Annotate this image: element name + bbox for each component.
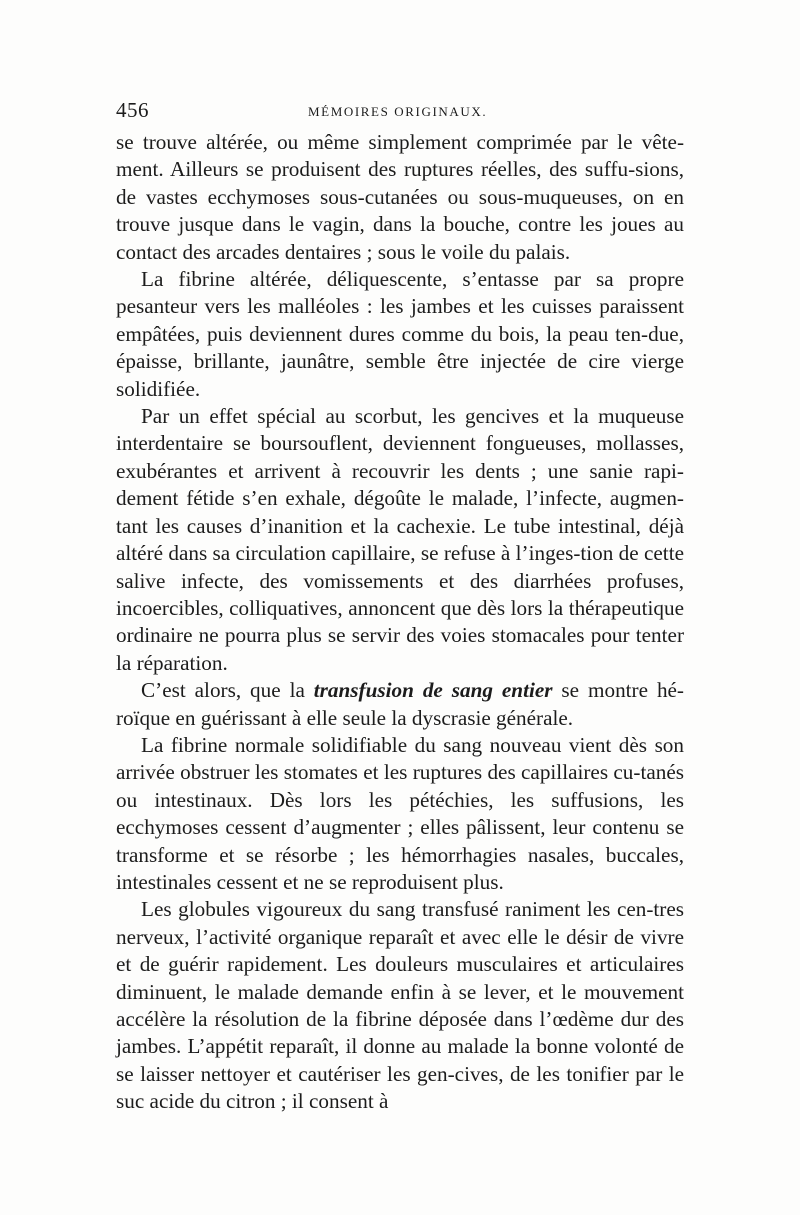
running-head: MÉMOIRES ORIGINAUX. <box>308 104 488 119</box>
paragraph-4-text-after: se montre hé-roïque en guérissant à elle seule la dyscrasie générale. <box>116 678 684 730</box>
emphasis-transfusion: transfusion de sang entier <box>313 678 553 703</box>
paragraph-4-text-before: C’est alors, que la <box>141 678 314 703</box>
page-header <box>116 98 684 122</box>
paragraph-4 <box>116 677 684 732</box>
paragraph-5: La fibrine normale solidifiable du sang nouveau vient dès son arrivée obstruer les stomates et les ruptures des capillaires cu-tanés ou intestinaux. Dès lors les pétéchies, les suffusions, les ecchymoses cessent d’augmenter ; elles pâlissent, leur contenu se transforme et se résorbe ; les hémorrhagies nasales, buccales, intestinales cessent et ne se reproduisent plus. <box>116 732 684 894</box>
page-number: 456 <box>116 98 149 122</box>
paragraph-1: se trouve altérée, ou même simplement comprimée par le vête-ment. Ailleurs se produisent des ruptures réelles, des suffu-sions, de vastes ecchymoses sous-cutanées ou sous-muqueuses, on en trouve jusque dans le vagin, dans la bouche, contre les joues au contact des arcades dentaires ; sous le voile du palais. <box>116 130 684 264</box>
paragraph-2: La fibrine altérée, déliquescente, s’entasse par sa propre pesanteur vers les malléoles : les jambes et les cuisses paraissent empâtées, puis deviennent dures comme du bois, la peau ten-due, épaisse, brillante, jaunâtre, semble être injectée de cire vierge solidifiée. <box>116 267 684 401</box>
paragraph-3: Par un effet spécial au scorbut, les gencives et la muqueuse interdentaire se boursouflent, deviennent fongueuses, mollasses, exubérantes et arrivent à recouvrir les dents ; une sanie rapi-dement fétide s’en exhale, dégoûte le malade, l’infecte, augmen-tant les causes d’inanition et la cachexie. Le tube intestinal, déjà altéré dans sa circulation capillaire, se refuse à l’inges-tion de cette salive infecte, des vomissements et des diarrhées profuses, incoercibles, colliquatives, annoncent que dès lors la thérapeutique ordinaire ne pourra plus se servir des voies stomacales pour tenter la réparation. <box>116 404 684 675</box>
body-text <box>116 129 684 1116</box>
paragraph-6: Les globules vigoureux du sang transfusé raniment les cen-tres nerveux, l’activité organique reparaît et avec elle le désir de vivre et de guérir rapidement. Les douleurs musculaires et articulaires diminuent, le malade demande enfin à se lever, et le mouvement accélère la résolution de la fibrine déposée dans l’œdème dur des jambes. L’appétit reparaît, il donne au malade la bonne volonté de se laisser nettoyer et cautériser les gen-cives, de les tonifier par le suc acide du citron ; il consent à <box>116 897 684 1114</box>
